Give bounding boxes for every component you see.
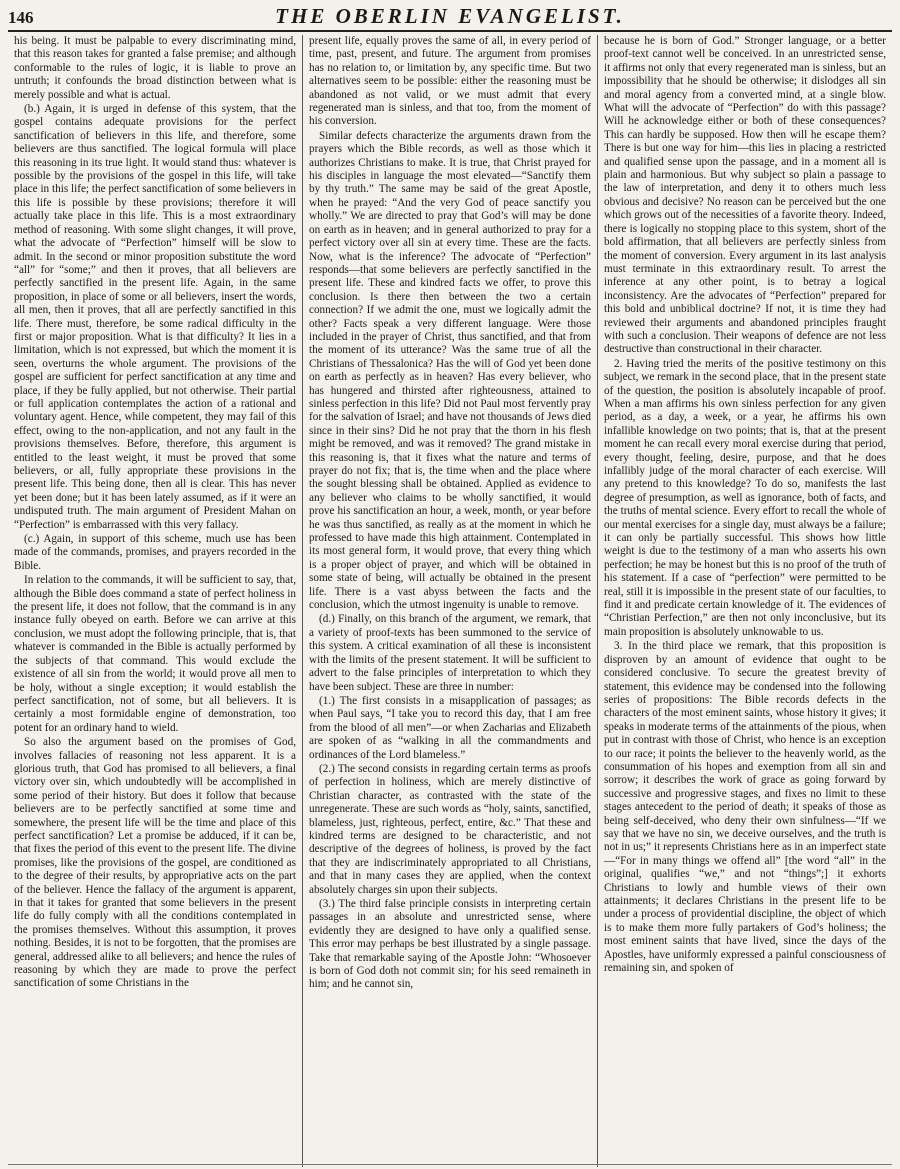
column-1-paragraph-4: In relation to the commands, it will be sufficient to say, that, although the Bible does command a state of perfect holiness in the present life, it does not follow, that the command is in any instance fully obeyed on earth. Before we can arrive at this conclusion, we must adopt the following principle, that is, that whatever is commanded in the Bible is actually performed by the subjects of that command. This would exclude the existence of all sin from the world; it would prove all men to be holy, without a single exception; it would establish the perfect sanctification, not of some, but all believers. It is certainly a most formidable engine of demonstration, too potent for an ordinary hand to wield. <box>14 574 296 734</box>
masthead <box>8 4 892 32</box>
column-1-paragraph-2: (b.) Again, it is urged in defense of this system, that the gospel contains adequate provisions for the perfect sanctification of believers in this life, and therefore, some believers are thus sanctified. The logical formula will place this reasoning in its true light. It would stand thus: whatever is possible by the provisions of the gospel in this life, will take place in this life; the perfect sanctification of some believers in this life is possible by these provisions; therefore it will actually take place in this life. This is a most extraordinary method of reasoning. With some slight changes, it will prove, what the advocate of “Perfection” himself will be slow to admit. In the second or minor proposition substitute the word “all” for “some;” and then it proves, that all believers are perfectly sanctified in the present life. Again, in the same proposition, in place of some or all believers, insert the words, all men, then it proves, that all are perfectly sanctified in this life. There must, therefore, be some radical difficulty in the first or major proposition. What is that difficulty? It lies in a limitation, which is not expressed, but which the moment it is seen, overturns the whole argument. The provisions of the gospel are sufficient for perfect sanctification at any time and place, if they be fully applied, but not otherwise. Their partial or full application contemplates the action of a rational and voluntary agent. Hence, while competent, they may fail of this effect, owing to the non-application, and not any fault in the provisions themselves. Before, therefore, this argument is entitled to the least weight, it must be proved that some believers, or all, fully appropriate these provisions in the present life. This being done, then all is clear. This has never yet been done; but it has been lately assumed, as if it were an undisputed truth. The main argument of President Mahan on “Perfection” is embarrassed with this very fallacy. <box>14 103 296 531</box>
column-1 <box>8 35 302 1167</box>
column-3 <box>597 35 892 1167</box>
column-1-paragraph-1: his being. It must be palpable to every discriminating mind, that this reason takes for granted a false premise; and although conformable to the rules of logic, it is liable to prove an untruth; it confounds the broad distinction between what is merely possible and what is actual. <box>14 35 296 101</box>
column-1-paragraph-5: So also the argument based on the promises of God, involves fallacies of reasoning not less apparent. It is a glorious truth, that God has promised to all believers, a final victory over sin, which undoubtedly will be accomplished in some period of their history. But does it follow that because believers are to be perfectly sanctified at some time and somewhere, the present life will be the time and place of this perfect sanctification? Let a promise be adduced, if it can be, that fixes the period of this event to the present life. The divine promises, like the provisions of the gospel, are conditioned as to the degree of their results, by appropriative acts on the part of the believer. Hence the fallacy of the argument is apparent, in that it takes for granted that some believers in the present life do fully comply with all the conditions contemplated in the promises themselves. Without this assumption, it proves nothing. Besides, it is not to be forgotten, that the promises are general, addressed alike to all believers; and hence the rules of reasoning by which they are made to prove the perfect sanctification of some Christians in the <box>14 736 296 990</box>
column-2-paragraph-6: (3.) The third false principle consists in interpreting certain passages in an absolute and unrestricted sense, where evidently they are designed to have only a qualified sense. This error may perhaps be best illustrated by a single passage. Take that remarkable saying of the Apostle John: “Whosoever is born of God doth not commit sin; for his seed remaineth in him; and he cannot sin, <box>309 898 591 991</box>
column-2-paragraph-2: Similar defects characterize the arguments drawn from the prayers which the Bible records, as well as those which it authorizes Christians to make. It is true, that Christ prayed for his disciples in language the most elevated—“Sanctify them by thy truth.” The same may be said of the great Apostle, when he prayed: “And the very God of peace sanctify you wholly.” We are directed to pray that God’s will may be done on earth as in heaven; and in general authorized to pray for a perfect victory over all sin at every time. These are the facts. Now, what is the inference? The advocate of “Perfection” responds—that some believers are perfectly sanctified in the present life. These and kindred facts we offer, to prove this conclusion. Is there then between the two a certain connection? If we admit the one, must we logically admit the other? Facts speak a very different language. Were those included in the prayer of Christ, thus sanctified, and that from the moment of its utterance? Was the same true of all the Christians of Thessalonica? Has the will of God yet been done on earth as perfectly as in heaven? Has every believer, who has hungered and thirsted after righteousness, attained to sinless perfection in this life? Did not Paul most fervently pray for the salvation of Israel; and have not thousands of Jews died since in their sins? Did he not pray that the thorn in his flesh might be removed, and was it removed? The grand mistake in this reasoning is, that it fixes what the nature and terms of prayer do not fix; that is, the time when and the place where the sought blessing shall be obtained. Applied as evidence to any believer who claims to be wholly sanctified, it would prove his sanctification an hour, a week, month, or year before he was thus sanctified, as really as at the moment in which he professed to have made this high attainment. Contemplated in its most general form, it would prove, that every thing which is a proper object of prayer, and which will be obtained in some state of being, will actually be obtained in the present life. There is a vast abyss between the facts and the conclusion, which the utmost ingenuity is unable to remove. <box>309 129 591 612</box>
column-3-paragraph-2: 2. Having tried the merits of the positive testimony on this subject, we remark in the second place, that in the present state of the question, the position is absolutely incapable of proof. When a man affirms his own sinless perfection for any given period, as a day, a week, or a year, he affirms his own infallible knowledge on two points; that is, that at the present moment he can recall every moral exercise during that period, every thought, feeling, desire, purpose, and that he does infallibly judge of the moral character of each exercise. Will any pretend to this knowledge? To do so, manifests the last degree of presumption, as well as ignorance, both of facts, and the truths of mental science. Every effort to recall the whole of our mental exercises for a single day, must always be a failure; it can only be partially successful. This shows how little weight is due to the testimony of a man who asserts his own perfection; he may be honest but this is no proof of the truth of his statement. If a case of “perfection” were permitted to be real, still it is impossible in the present state of our faculties, to find it and predicate certain knowledge of it. The evidences of “Christian Perfection,” are then not only inconclusive, but its main proposition is absolutely unknowable to us. <box>604 357 886 638</box>
column-2 <box>302 35 597 1167</box>
column-3-paragraph-3: 3. In the third place we remark, that this proposition is disproven by an amount of evidence that ought to be considered conclusive. To secure the greatest brevity of statement, this evidence may be condensed into the following series of propositions: The Bible records defects in the characters of the most eminent saints, whose history it gives; it speaks in moderate terms of the attainments of the pious, when put in contrast with those of Christ, who hence is an exception to our race; it points the believer to the heavenly world, as the consummation of his hopes and exemption from all sin and sorrow; it describes the work of grace as going forward by successive and progressive stages, and fixes no limit to these stages antecedent to the period of death; it speaks of those as being self-deceived, who deny their own sinfulness—“If we say that we have no sin, we deceive ourselves, and the truth is not in us;” it represents Christians here as in an imperfect state—“For in many things we offend all” [the word “all” in the original, qualifies “we,” and not “things”;] it exhorts Christians to lowly and humble views of their own attainments; it declares Christians in the present life to be under a process of providential discipline, the object of which is to make them more fully partakers of God’s holiness; the most eminent saints that have lived, since the days of the Apostles, have uniformly expressed a painful consciousness of remaining sin, and spoken of <box>604 640 886 975</box>
column-2-paragraph-5: (2.) The second consists in regarding certain terms as proofs of perfection in holiness, which are merely distinctive of Christian character, as contrasted with the state of the unregenerate. These are such words as “holy, saints, sanctified, blameless, just, righteous, perfect, entire, &c.” That these and kindred terms are designed to be characteristic, and not descriptive of the degrees of holiness, is proved by the fact that they are indiscriminately appropriated to all Christians, and that in many cases they are applied, when the context absolutely charges sin upon their subjects. <box>309 762 591 896</box>
paper-title: THE OBERLIN EVANGELIST. <box>275 4 625 28</box>
column-2-paragraph-3: (d.) Finally, on this branch of the argument, we remark, that a variety of proof-texts has been summoned to the service of this system. A critical examination of all these is inconsistent with the limits of the present statement. It will be sufficient to advert to the false principles of interpretation to which they have been subject. These are three in number: <box>309 613 591 693</box>
column-2-paragraph-4: (1.) The first consists in a misapplication of passages; as when Paul says, “I take you to record this day, that I am free from the blood of all men”—or when Zacharias and Elizabeth are spoken of as “walking in all the commandments and ordinances of the Lord blameless.” <box>309 694 591 761</box>
article-columns <box>8 35 892 1167</box>
page-number: 146 <box>8 8 34 27</box>
column-2-paragraph-1: present life, equally proves the same of all, in every period of time, past, present, and future. The argument from promises has no relation to, or limitation by, any specific time. But two alternatives seem to be possible: either the reasoning must be abandoned as not valid, or we must admit that every regenerated man is sinless, and that too, from the moment of his conversion. <box>309 35 591 128</box>
column-1-paragraph-3: (c.) Again, in support of this scheme, much use has been made of the commands, promises, and prayers recorded in the Bible. <box>14 533 296 572</box>
bottom-rule <box>8 1164 892 1165</box>
column-3-paragraph-1: because he is born of God.” Stronger language, or a better proof-text cannot well be conceived. In an unrestricted sense, it affirms not only that every regenerated man is sinless, but an impossibility that he should be otherwise; it dislodges all sin and moral agency from a converted mind, at a single blow. What will the advocate of “Perfection” do with this passage? Will he acknowledge either or both of these consequences? This can hardly be supposed. How then will he escape them? There is but one way for him—this lies in placing a restricted and qualified sense upon the passage, and in a moment all is plain and harmonious. But why subject so plain a passage to the law of interpretation, and deny it to others much less obvious and decisive? No reason can be perceived but the one which grows out of the necessities of a favorite theory. Indeed, there is logically no stopping place to this system, short of the bold affirmation, that all believers are perfectly sinless from the moment of conversion. Every argument in its last analysis must terminate in this extraordinary result. To arrest the inference at any other point, is to betray a logical inconsistency. Are the advocates of “Perfection” prepared for this bold and unbiblical doctrine? If not, it is time they had reviewed their arguments and abandoned principles fraught with such a conclusion. Their weapons of defence are not less destructive than constructional in their character. <box>604 35 886 356</box>
